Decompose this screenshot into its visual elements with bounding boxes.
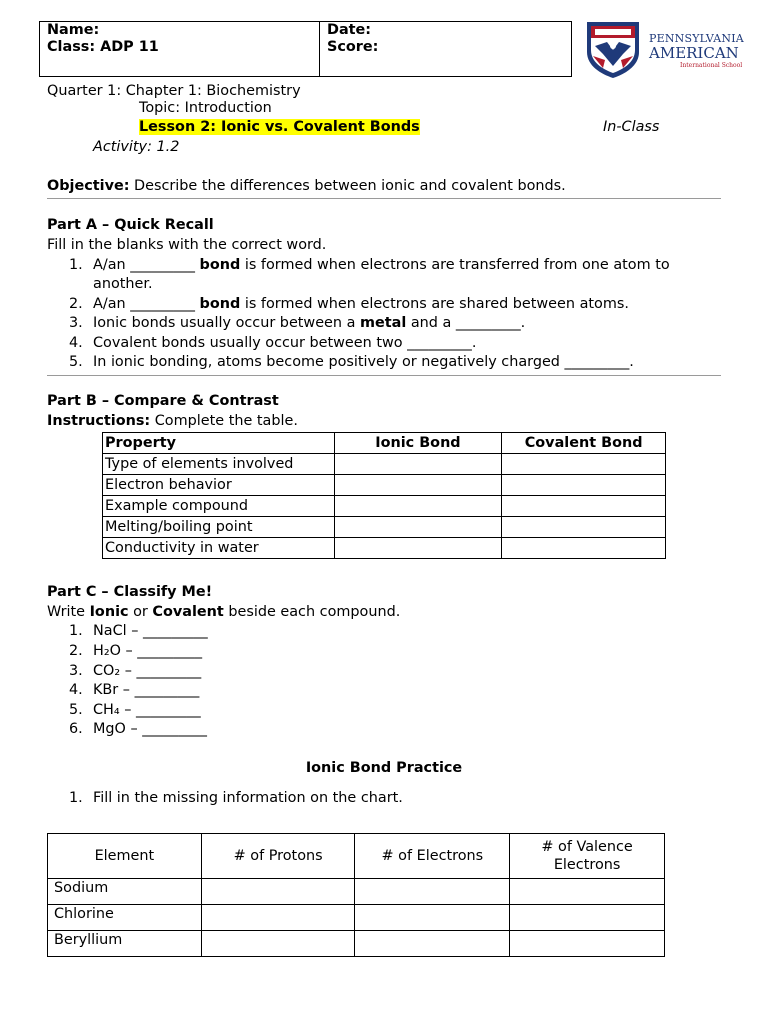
answer-cell[interactable]: [355, 931, 510, 957]
practice-table: [47, 833, 665, 957]
eagle-shield-icon: [585, 20, 641, 80]
partA-item-3: Ionic bonds usually occur between a metal and a _________.: [93, 315, 526, 331]
answer-cell[interactable]: [502, 454, 666, 475]
partC-item-num: 6.: [69, 721, 83, 737]
practice-title: Ionic Bond Practice: [305, 760, 463, 776]
score-label: Score:: [327, 39, 379, 55]
table-header: Covalent Bond: [502, 433, 666, 454]
activity-label: Activity: 1.2: [93, 139, 180, 155]
lesson-title: Lesson 2: Ionic vs. Covalent Bonds: [139, 119, 420, 135]
inclass-label: In-Class: [603, 119, 660, 135]
partC-item: KBr – _________: [93, 682, 200, 698]
answer-cell[interactable]: [201, 879, 355, 905]
answer-cell[interactable]: [334, 475, 502, 496]
answer-cell[interactable]: [334, 454, 502, 475]
partC-item: NaCl – _________: [93, 623, 208, 639]
partA-item-num: 4.: [69, 335, 83, 351]
answer-cell[interactable]: [334, 538, 502, 559]
partC-item: H₂O – _________: [93, 643, 203, 659]
answer-cell[interactable]: [201, 931, 355, 957]
partA-instructions: Fill in the blanks with the correct word.: [47, 237, 327, 253]
partA-item-num: 5.: [69, 354, 83, 370]
partC-item: CH₄ – _________: [93, 702, 201, 718]
logo-line3: International School: [680, 62, 743, 69]
partC-instructions: Write Ionic or Covalent beside each compound.: [47, 604, 401, 620]
practice-item-num: 1.: [69, 790, 83, 806]
table-header: Ionic Bond: [334, 433, 502, 454]
partA-item-1: A/an _________ bond is formed when electrons are transferred from one atom to: [93, 257, 670, 273]
table-row: [103, 475, 666, 496]
property-cell: Electron behavior: [103, 475, 335, 496]
table-row: [48, 931, 665, 957]
answer-cell[interactable]: [510, 905, 665, 931]
answer-cell[interactable]: [502, 517, 666, 538]
topic-line: Topic: Introduction: [139, 100, 272, 116]
table-header-row: [103, 433, 666, 454]
table-row: [48, 905, 665, 931]
property-cell: Type of elements involved: [103, 454, 335, 475]
partC-item-num: 2.: [69, 643, 83, 659]
table-row: [103, 454, 666, 475]
answer-cell[interactable]: [510, 879, 665, 905]
table-row: [48, 879, 665, 905]
logo-line1: PENNSYLVANIA: [649, 32, 744, 45]
logo-line2: AMERICAN: [649, 44, 739, 62]
answer-cell[interactable]: [334, 496, 502, 517]
partB-instructions: Instructions: Complete the table.: [47, 413, 298, 429]
objective: Objective: Describe the differences between ionic and covalent bonds.: [47, 178, 566, 194]
quarter-line: Quarter 1: Chapter 1: Biochemistry: [47, 83, 301, 99]
partA-item-4: Covalent bonds usually occur between two _________.: [93, 335, 477, 351]
partA-item-2: A/an _________ bond is formed when electrons are shared between atoms.: [93, 296, 629, 312]
table-header: # of Valence Electrons: [510, 834, 665, 879]
partA-item-num: 3.: [69, 315, 83, 331]
table-header: Element: [48, 834, 202, 879]
table-row: [103, 517, 666, 538]
table-header: # of Protons: [201, 834, 355, 879]
partC-item: MgO – _________: [93, 721, 207, 737]
partC-item: CO₂ – _________: [93, 663, 202, 679]
divider-2: [47, 375, 721, 376]
answer-cell[interactable]: [334, 517, 502, 538]
table-row: [103, 538, 666, 559]
partC-title: Part C – Classify Me!: [47, 584, 213, 600]
property-cell: Conductivity in water: [103, 538, 335, 559]
partC-item-num: 3.: [69, 663, 83, 679]
partC-item-num: 5.: [69, 702, 83, 718]
answer-cell[interactable]: [502, 538, 666, 559]
table-header-row: [48, 834, 665, 879]
partC-item-num: 4.: [69, 682, 83, 698]
partA-item-1-cont: another.: [93, 276, 153, 292]
answer-cell[interactable]: [510, 931, 665, 957]
element-cell: Sodium: [48, 879, 202, 905]
answer-cell[interactable]: [355, 905, 510, 931]
partA-item-num: 2.: [69, 296, 83, 312]
answer-cell[interactable]: [502, 475, 666, 496]
practice-item: Fill in the missing information on the chart.: [93, 790, 403, 806]
element-cell: Chlorine: [48, 905, 202, 931]
partC-item-num: 1.: [69, 623, 83, 639]
partA-item-5: In ionic bonding, atoms become positively or negatively charged _________.: [93, 354, 634, 370]
class-label: Class: ADP 11: [47, 39, 159, 55]
compare-table: [102, 432, 666, 559]
table-header: Property: [103, 433, 335, 454]
header-divider: [319, 21, 320, 77]
property-cell: Example compound: [103, 496, 335, 517]
date-label: Date:: [327, 22, 372, 38]
table-header: # of Electrons: [355, 834, 510, 879]
answer-cell[interactable]: [502, 496, 666, 517]
partA-title: Part A – Quick Recall: [47, 217, 214, 233]
divider-1: [47, 198, 721, 199]
name-label: Name:: [47, 22, 100, 38]
answer-cell[interactable]: [355, 879, 510, 905]
element-cell: Beryllium: [48, 931, 202, 957]
partB-title: Part B – Compare & Contrast: [47, 393, 279, 409]
table-row: [103, 496, 666, 517]
answer-cell[interactable]: [201, 905, 355, 931]
property-cell: Melting/boiling point: [103, 517, 335, 538]
school-logo: [585, 20, 745, 80]
partA-item-num: 1.: [69, 257, 83, 273]
